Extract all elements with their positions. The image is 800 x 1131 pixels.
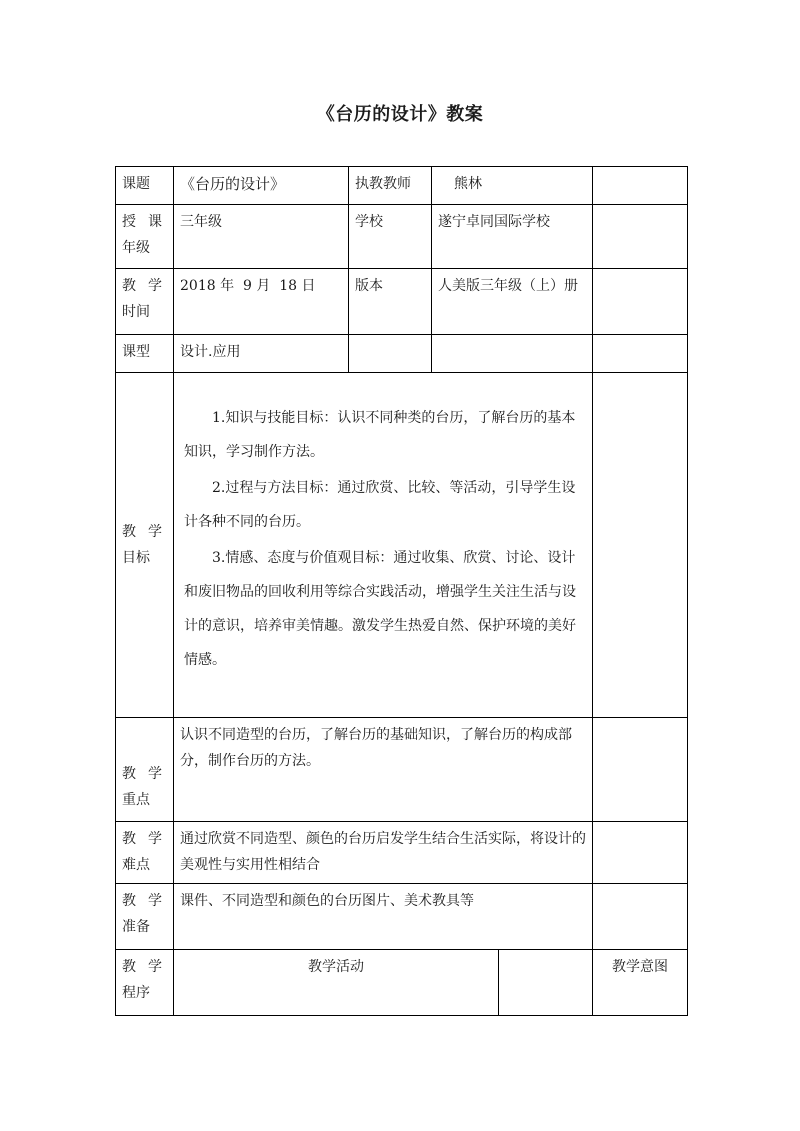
key-points-value: 认识不同造型的台历，了解台历的基础知识，了解台历的构成部分，制作台历的方法。 [174,718,593,822]
type-empty-2 [432,335,593,373]
topic-value: 《台历的设计》 [174,167,349,205]
page-title: 《台历的设计》教案 [316,104,484,125]
difficulties-extra-cell [593,822,688,884]
preparation-extra-cell [593,884,688,950]
teacher-label: 执教教师 [349,167,432,205]
school-value: 遂宁卓同国际学校 [432,205,593,269]
type-empty-1 [349,335,432,373]
row-key-points [116,718,688,822]
topic-label: 课题 [116,167,174,205]
type-value: 设计.应用 [174,335,349,373]
preparation-label: 教 学 准备 [116,884,174,950]
type-label: 课型 [116,335,174,373]
goal-item: 2.过程与方法目标：通过欣赏、比较、等活动，引导学生设计各种不同的台历。 [184,480,576,530]
goal-item: 3.情感、态度与价值观目标：通过收集、欣赏、讨论、设计和废旧物品的回收利用等综合实践活动，增强学生关注生活与设计的意识，培养审美情趣。激发学生热爱自然、保护环境的美好情感。 [184,550,576,668]
intent-header: 教学意图 [593,950,688,1016]
topic-extra-cell [593,167,688,205]
grade-extra-cell [593,205,688,269]
row-time [116,269,688,335]
key-points-extra-cell [593,718,688,822]
grade-value: 三年级 [174,205,349,269]
time-label: 教 学 时间 [116,269,174,335]
procedure-label: 教 学 程序 [116,950,174,1016]
row-preparation [116,884,688,950]
type-empty-3 [593,335,688,373]
difficulties-value: 通过欣赏不同造型、颜色的台历启发学生结合生活实际，将设计的美观性与实用性相结合 [174,822,593,884]
time-value: 2018 年 9 月 18 日 [174,269,349,335]
school-label: 学校 [349,205,432,269]
edition-value: 人美版三年级（上）册 [432,269,593,335]
edition-label: 版本 [349,269,432,335]
goals-label: 教 学 目标 [116,373,174,718]
grade-label: 授 课 年级 [116,205,174,269]
activity-header: 教学活动 [174,950,499,1016]
row-difficulties [116,822,688,884]
goal-item: 1.知识与技能目标：认识不同种类的台历，了解台历的基本知识，学习制作方法。 [184,410,576,460]
goals-content [174,373,593,718]
preparation-value: 课件、不同造型和颜色的台历图片、美术教具等 [174,884,593,950]
key-points-label: 教 学 重点 [116,718,174,822]
row-topic [116,167,688,205]
row-type [116,335,688,373]
time-extra-cell [593,269,688,335]
row-procedure [116,950,688,1016]
row-goals [116,373,688,718]
difficulties-label: 教 学 难点 [116,822,174,884]
procedure-empty-cell [499,950,593,1016]
goals-extra-cell [593,373,688,718]
teacher-value: 熊林 [432,167,593,205]
row-grade [116,205,688,269]
lesson-plan-table [115,166,688,1016]
